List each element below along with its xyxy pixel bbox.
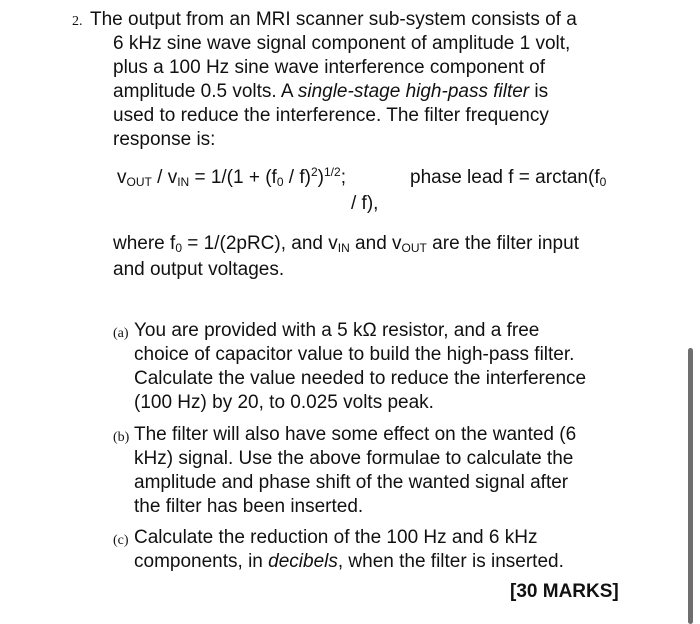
emphasis-filter: single-stage high-pass filter	[297, 81, 530, 102]
part-c-label: (c)	[113, 533, 129, 548]
part-b-line-2: kHz) signal. Use the above formulae to calculate the	[134, 448, 574, 469]
question-number: 2.	[72, 14, 83, 29]
question-line-1: The output from an MRI scanner sub-system consists of a	[90, 9, 577, 30]
part-a-line-4: (100 Hz) by 20, to 0.025 volts peak.	[134, 392, 434, 413]
part-b-label: (b)	[113, 430, 130, 445]
part-c-line-1: Calculate the reduction of the 100 Hz and 6 kHz	[134, 527, 538, 548]
part-b-line-3: amplitude and phase shift of the wanted signal after	[134, 472, 569, 493]
part-a-label: (a)	[113, 326, 129, 341]
part-b-line-1: The filter will also have some effect on the wanted (6	[134, 424, 577, 445]
emphasis-decibels: decibels	[268, 551, 338, 572]
vertical-scrollbar[interactable]	[688, 348, 693, 624]
part-a-line-3: Calculate the value needed to reduce the interference	[134, 368, 587, 389]
part-b-line-4: the filter has been inserted.	[134, 496, 364, 517]
question-line-3: plus a 100 Hz sine wave interference component of	[113, 57, 545, 78]
marks-label: [30 MARKS]	[510, 581, 619, 602]
question-line-2: 6 kHz sine wave signal component of amplitude 1 volt,	[113, 33, 571, 54]
question-line-6: response is:	[113, 129, 216, 150]
frequency-response-formula: $v_{OUT} / v_{IN} = 1/(1 + (f_0 / f)^2)^{1/2}$;	[117, 165, 346, 189]
phase-lead-formula-cont: / f),	[351, 193, 379, 214]
where-line-1: where $f_0 = 1/(2pRC)$, and $v_{IN}$ and $v_{OUT}$ are the filter input	[113, 233, 579, 255]
part-a-line-1: You are provided with a 5 kΩ resistor, and a free	[134, 320, 540, 341]
phase-lead-formula: phase lead $f = \arctan(f_0$	[410, 167, 607, 189]
part-c-line-2: components, in decibels, when the filter is inserted.	[134, 551, 564, 572]
part-a-line-2: choice of capacitor value to build the high-pass filter.	[134, 344, 575, 365]
question-line-4: amplitude 0.5 volts. A single-stage high-pass filter is	[113, 81, 549, 102]
question-line-5: used to reduce the interference. The filter frequency	[113, 105, 549, 126]
where-line-2: and output voltages.	[113, 259, 285, 280]
